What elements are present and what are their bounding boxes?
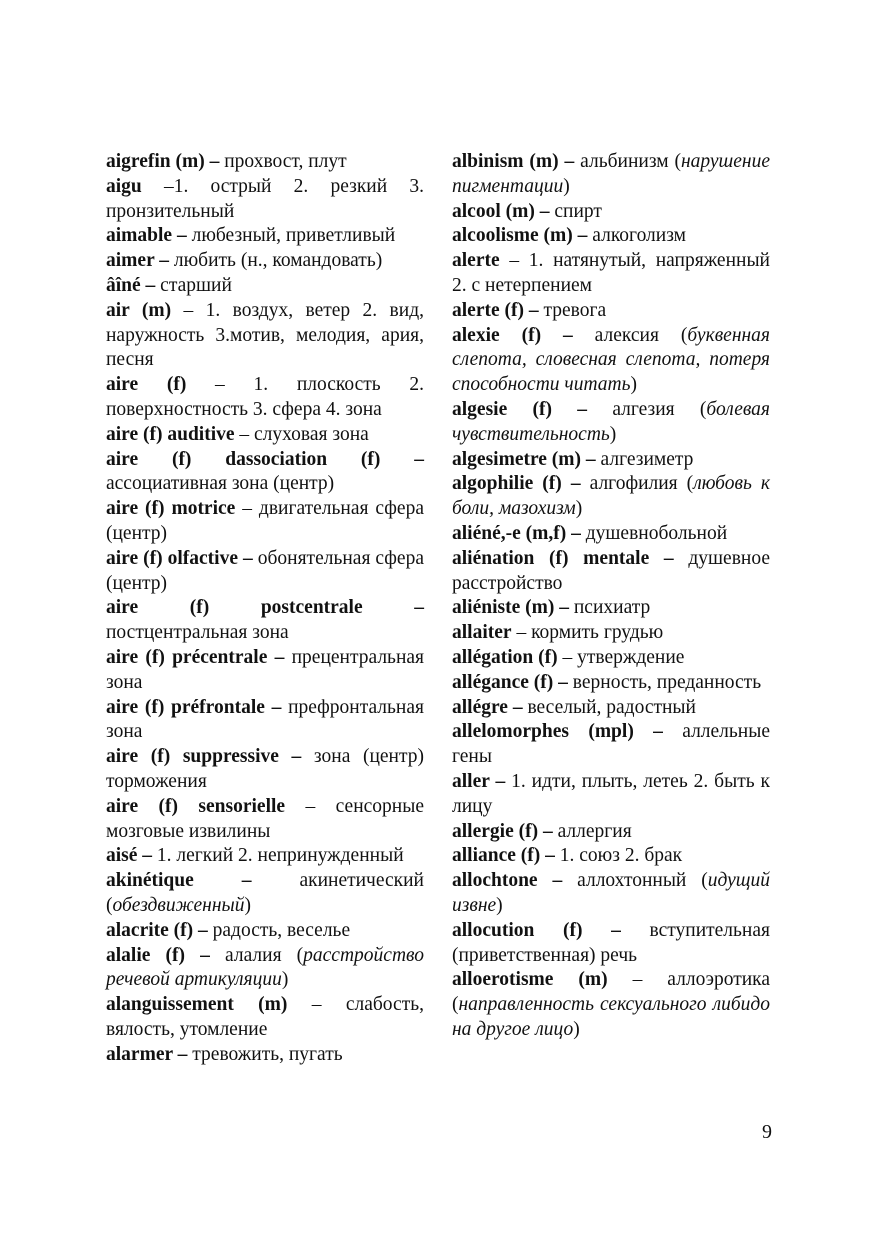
dictionary-entry [106,299,424,373]
entry-term: aigu [106,175,142,197]
entry-closing-paren: ) [630,374,637,396]
dictionary-entry [452,671,770,696]
entry-term: alacrite (f) – [106,919,208,941]
dictionary-entry [106,1043,424,1068]
entry-closing-paren: ) [573,1018,580,1040]
dictionary-entry [106,373,424,423]
entry-term: aller – [452,770,506,792]
dictionary-entry [106,646,424,696]
entry-definition: 1. идти, плыть, летеь 2. быть к лицу [452,770,770,817]
entry-definition: – слабость, вялость, утомление [106,994,424,1040]
entry-term: algophilie (f) – [452,473,581,495]
entry-term: allégation (f) [452,646,558,668]
entry-term: air (m) [106,299,172,321]
dictionary-entry [452,448,770,473]
entry-term: allocution (f) – [452,919,621,941]
entry-definition: – 1. плоскость 2. поверхностность 3. сфера 4. зона [106,374,424,420]
entry-term: âîné – [106,274,156,296]
dictionary-entry [452,820,770,845]
dictionary-entry [452,224,770,249]
entry-closing-paren: ) [609,423,617,445]
entry-definition: аллергия [552,820,632,842]
dictionary-entry [106,869,424,919]
entry-term: aire (f) postcentrale – [106,597,424,619]
dictionary-entry [452,770,770,820]
entry-definition: психиатр [568,597,651,619]
entry-term: aire (f) motrice [106,498,236,520]
dictionary-entry [106,423,424,448]
dictionary-entry [452,646,770,671]
entry-term: alcoolisme (m) – [452,225,588,247]
entry-definition: прохвост, плут [219,151,347,172]
dictionary-entry [452,299,770,324]
entry-term: alerte (f) – [452,299,539,321]
dictionary-entry [452,844,770,869]
entry-definition: прецентральная зона [106,646,425,693]
entry-term: aire (f) [106,374,187,396]
dictionary-entry [452,472,770,522]
entry-definition: – сенсорные мозговые извилины [106,795,424,842]
entry-definition: 1. союз 2. брак [554,845,683,867]
entry-term: aimable – [106,225,187,247]
entry-definition: алалия ( [209,944,304,966]
entry-definition: альбинизм ( [574,151,681,172]
entry-definition: – 1. воздух, ветер 2. вид, наружность 3.мотив, мелодия, ария, песня [106,299,424,371]
entry-definition: алкоголизм [587,225,686,247]
left-column [106,150,424,1067]
entry-term: allaiter [452,622,512,644]
entry-definition: тревожить, пугать [187,1043,343,1065]
entry-term: alalie (f) – [106,944,210,966]
entry-term: aire (f) sensorielle [106,795,286,817]
entry-definition: – 1. натянутый, напряженный 2. с нетерпением [452,250,770,296]
entry-note: обездвиженный [112,894,245,916]
dictionary-entry [106,175,424,225]
entry-term: aire (f) auditive [106,423,235,445]
entry-term: aisé – [106,845,153,867]
dictionary-entry [106,696,424,746]
dictionary-entry [106,795,424,845]
entry-term: allégance (f) – [452,671,568,693]
entry-term: alarmer – [106,1043,188,1065]
entry-definition: зона (центр) торможения [106,746,424,792]
dictionary-entry [452,200,770,225]
entry-definition: – двигательная сфера (центр) [106,498,424,544]
dictionary-entry [452,720,770,770]
entry-term: allelomorphes (mpl) – [452,721,663,743]
entry-definition: – кормить грудью [511,622,664,644]
dictionary-entry [452,621,770,646]
dictionary-entry [106,919,424,944]
entry-definition: алгезиметр [595,448,694,470]
entry-definition: алгофилия ( [580,473,694,495]
dictionary-entry [452,249,770,299]
entry-note: направленность сексуального либидо на другое лицо [452,994,770,1040]
entry-definition: – аллоэротика ( [452,969,770,1016]
entry-term: aire (f) dassociation (f) – [106,448,424,470]
dictionary-entry [106,993,424,1043]
dictionary-entry [106,448,424,498]
entry-definition: душевнобольной [580,522,728,544]
entry-definition: – слуховая зона [234,423,369,445]
entry-term: alexie (f) – [452,324,573,346]
dictionary-entry [106,249,424,274]
entry-term: allochtone – [452,870,563,892]
entry-term: akinétique – [106,870,252,892]
entry-term: alanguissement (m) [106,994,288,1016]
entry-note: нарушение пигментации [452,151,770,197]
entry-term: aimer – [106,250,169,272]
entry-definition: любить (н., командовать) [169,250,383,272]
dictionary-entry [452,522,770,547]
entry-definition: старший [155,274,232,296]
entry-definition: душевное расстройство [452,547,770,594]
entry-closing-paren: ) [563,175,570,197]
dictionary-entry [106,844,424,869]
entry-term: algesie (f) – [452,398,588,420]
dictionary-entry [106,497,424,547]
entry-definition: верность, преданность [567,671,762,693]
entry-term: aire (f) olfactive – [106,547,253,569]
entry-closing-paren: ) [244,894,251,916]
dictionary-entry [452,596,770,621]
entry-definition: алексия ( [572,324,688,346]
entry-definition: – утверждение [557,646,685,668]
entry-note: буквенная слепота, словесная слепота, потеря способности читать [452,324,770,396]
entry-definition: префронтальная зона [106,696,424,743]
entry-definition: 1. легкий 2. непринужденный [152,845,404,867]
dictionary-entry [106,596,424,646]
entry-term: aire (f) précentrale – [106,646,285,668]
entry-note: болевая чувствительность [452,398,770,445]
dictionary-entry [106,547,424,597]
entry-definition: аллельные гены [452,721,770,768]
entry-definition: –1. острый 2. резкий 3. пронзительный [106,175,424,222]
dictionary-entry [106,274,424,299]
entry-term: allégre – [452,696,523,718]
dictionary-entry [106,745,424,795]
entry-term: albinism (m) – [452,151,575,172]
entry-definition: радость, веселье [207,919,351,941]
entry-term: aliénation (f) mentale – [452,547,674,569]
dictionary-entry [452,324,770,398]
entry-term: aire (f) préfrontale – [106,696,282,718]
page-number: 9 [762,1121,772,1143]
dictionary-entry [106,150,424,175]
dictionary-entry [452,398,770,448]
dictionary-entry [452,919,770,969]
entry-definition: ассоциативная зона (центр) [106,473,335,495]
entry-definition: акинетический ( [106,870,424,916]
entry-definition: алгезия ( [587,398,707,420]
entry-definition: обонятельная сфера (центр) [106,547,424,594]
entry-term: aliéné,-e (m,f) – [452,522,581,544]
dictionary-entry [452,869,770,919]
entry-term: aigrefin (m) – [106,151,220,172]
entry-definition: аллохтонный ( [562,870,708,892]
entry-term: allergie (f) – [452,820,553,842]
entry-term: alcool (m) – [452,200,550,222]
entry-term: alliance (f) – [452,845,555,867]
entry-closing-paren: ) [281,969,289,991]
entry-definition: любезный, приветливый [186,225,396,247]
dictionary-entry [106,944,424,994]
entry-note: идущий извне [452,870,770,916]
entry-definition: спирт [549,200,602,222]
entry-term: alloerotisme (m) [452,969,608,991]
entry-term: alerte [452,250,500,272]
dictionary-entry [106,224,424,249]
entry-definition: вступительная (приветственная) речь [452,919,770,966]
dictionary-entry [452,150,770,200]
entry-closing-paren: ) [496,894,503,916]
right-column [452,150,770,1043]
dictionary-entry [452,968,770,1042]
entry-definition: постцентральная зона [106,622,289,644]
entry-term: aliéniste (m) – [452,597,569,619]
entry-definition: веселый, радостный [522,696,696,718]
entry-note: расстройство речевой артикуляции [106,944,424,991]
dictionary-entry [452,696,770,721]
entry-term: algesimetre (m) – [452,448,596,470]
entry-note: любовь к боли, мазохизм [452,473,770,520]
dictionary-entry [452,547,770,597]
entry-term: aire (f) suppressive – [106,746,302,768]
entry-definition: тревога [538,299,607,321]
entry-closing-paren: ) [575,498,583,520]
